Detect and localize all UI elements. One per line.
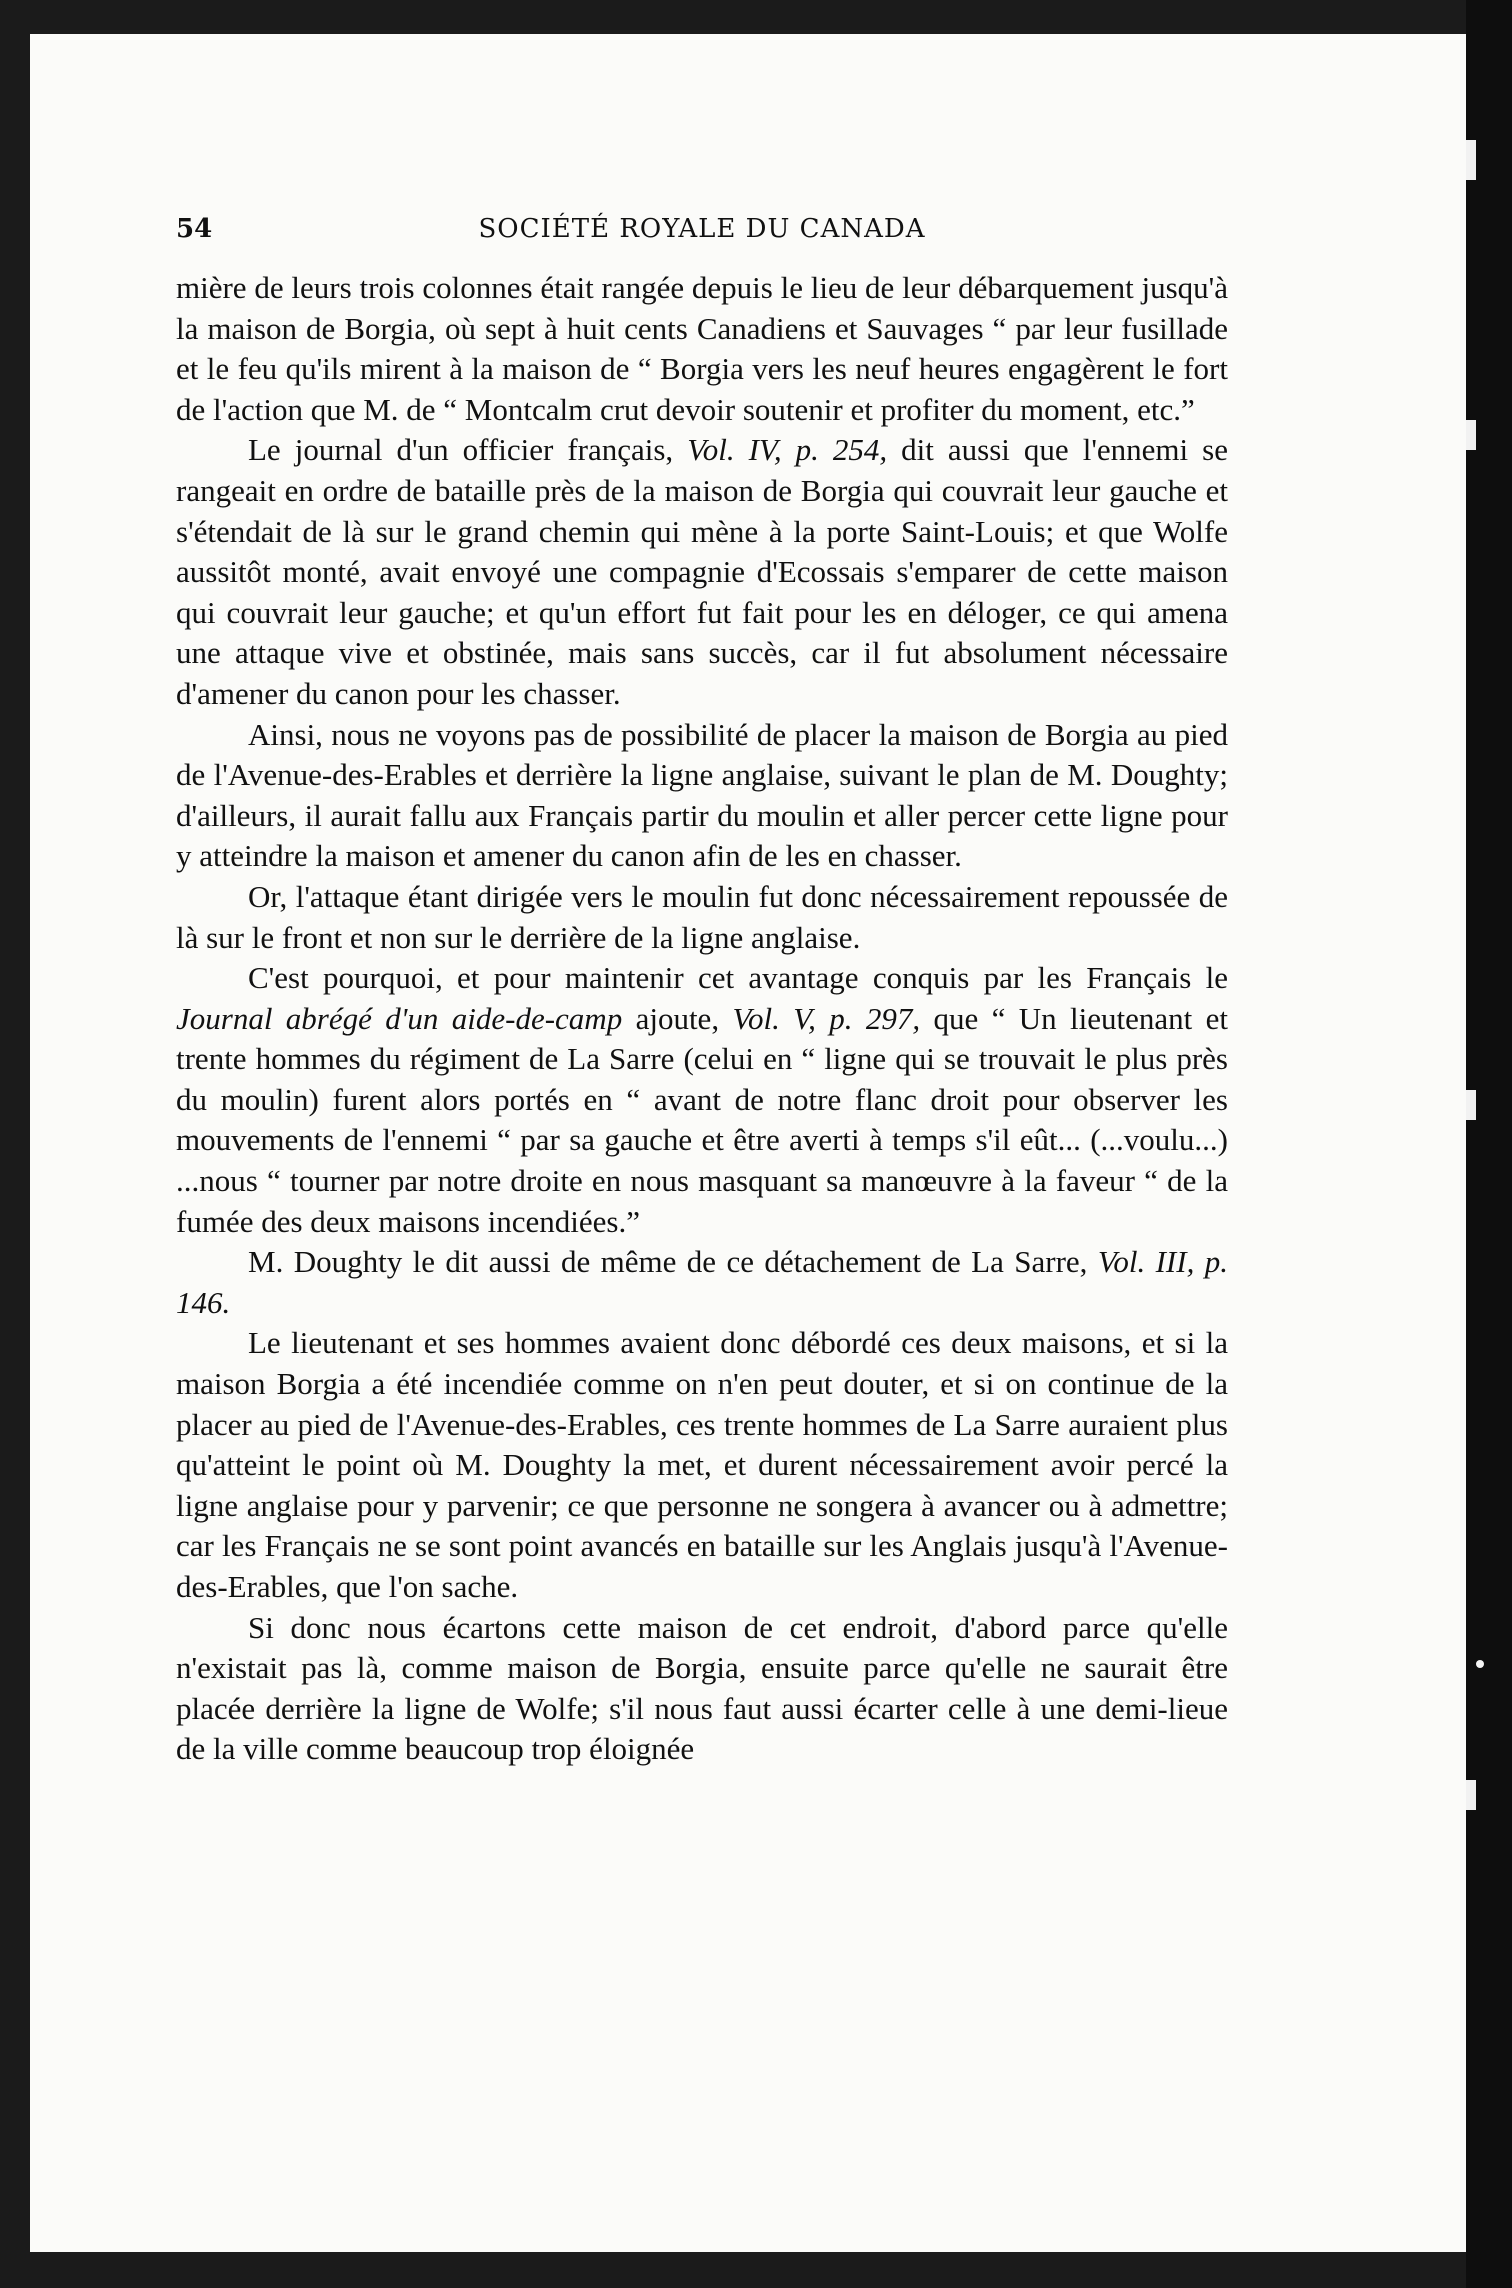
paragraph-text: ajoute, (622, 1000, 733, 1036)
edge-notch (1466, 420, 1476, 450)
paragraph-text: Ainsi, nous ne voyons pas de possibilité de placer la maison de Borgia au pied de l'Avenue-des-Erables et derrière la ligne anglaise, suivant le plan de M. Doughty; d'ailleurs, il aurait fallu aux Français partir du moulin et aller percer cette ligne pour y atteindre la maison et amener du canon afin de les en chasser. (176, 716, 1228, 874)
paragraph-6 (176, 1242, 1228, 1323)
paragraph-text: dit aussi que l'ennemi se rangeait en ordre de bataille près de la maison de Borgia qui couvrait leur gauche et s'étendait de là sur le grand chemin qui mène à la porte Saint-Louis; et que Wolfe aussitôt monté, avait envoyé une compagnie d'Ecossais s'emparer de cette maison qui couvrait leur gauche; et qu'un effort fut fait pour les en déloger, ce qui amena une attaque vive et obstinée, mais sans succès, car il fut absolument nécessaire d'amener du canon pour les chasser. (176, 432, 1228, 711)
edge-notch (1466, 140, 1476, 180)
citation-title: Journal abrégé d'un aide-de-camp (176, 1000, 623, 1036)
paragraph-5 (176, 958, 1228, 1242)
paragraph-text: Or, l'attaque étant dirigée vers le moulin fut donc nécessairement repoussée de là sur le front et non sur le derrière de la ligne anglaise. (176, 878, 1228, 955)
citation: Vol. V, p. 297, (732, 1000, 921, 1036)
edge-notch (1466, 1090, 1476, 1120)
paragraph-8 (176, 1608, 1228, 1770)
paragraph-2 (176, 430, 1228, 714)
paragraph-text: que “ Un lieutenant et trente hommes du régiment de La Sarre (celui en “ ligne qui se trouvait le plus près du moulin) furent alors portés en “ avant de notre flanc droit pour observer les mouvements de l'ennemi “ par sa gauche et être averti à temps s'il eût... (...voulu...) ...nous “ tourner par notre droite en nous masquant sa manœuvre à la faveur “ de la fumée des deux maisons incendiées.” (176, 1000, 1228, 1239)
paragraph-text: Le journal d'un officier français, (248, 432, 688, 468)
paragraph-1 (176, 268, 1228, 430)
edge-notch (1466, 1780, 1476, 1810)
paragraph-text: mière de leurs trois colonnes était rangée depuis le lieu de leur débarquement jusqu'à la maison de Borgia, où sept à huit cents Canadiens et Sauvages “ par leur fusillade et le feu qu'ils mirent à la maison de “ Borgia vers les neuf heures engagèrent le fort de l'action que M. de “ Montcalm crut devoir soutenir et profiter du moment, etc.” (176, 270, 1228, 427)
paragraph-4 (176, 877, 1228, 958)
paragraph-7 (176, 1323, 1228, 1607)
paragraph-text: Le lieutenant et ses hommes avaient donc débordé ces deux maisons, et si la maison Borgia a été incendiée comme on n'en peut douter, et si on continue de la placer au pied de l'Avenue-des-Erables, ces trente hommes de La Sarre auraient plus qu'atteint le point où M. Doughty la met, et durent nécessairement avoir percé la ligne anglaise pour y parvenir; ce que personne ne songera à avancer ou à admettre; car les Français ne se sont point avancés en bataille sur les Anglais jusqu'à l'Avenue-des-Erables, que l'on sache. (176, 1325, 1228, 1604)
running-title: SOCIÉTÉ ROYALE DU CANADA (478, 214, 926, 244)
paragraph-text: C'est pourquoi, et pour maintenir cet avantage conquis par les Français le (248, 960, 1228, 996)
paragraph-text: Si donc nous écartons cette maison de cet endroit, d'abord parce qu'elle n'existait pas là, comme maison de Borgia, ensuite parce qu'elle ne saurait être placée derrière la ligne de Wolfe; s'il nous faut aussi écarter celle à une demi-lieue de la ville comme beaucoup trop éloignée (176, 1609, 1228, 1767)
paragraph-3 (176, 715, 1228, 877)
paragraph-text: M. Doughty le dit aussi de même de ce détachement de La Sarre, (248, 1244, 1098, 1280)
margin-dot (1476, 1660, 1484, 1668)
page-number: 54 (176, 214, 213, 244)
citation: Vol. III, p. 146. (176, 1244, 1228, 1320)
citation: Vol. IV, p. 254, (687, 432, 888, 468)
page-edge-shadow (1466, 0, 1512, 2288)
page-header (176, 214, 1228, 254)
body-text (176, 268, 1228, 1770)
